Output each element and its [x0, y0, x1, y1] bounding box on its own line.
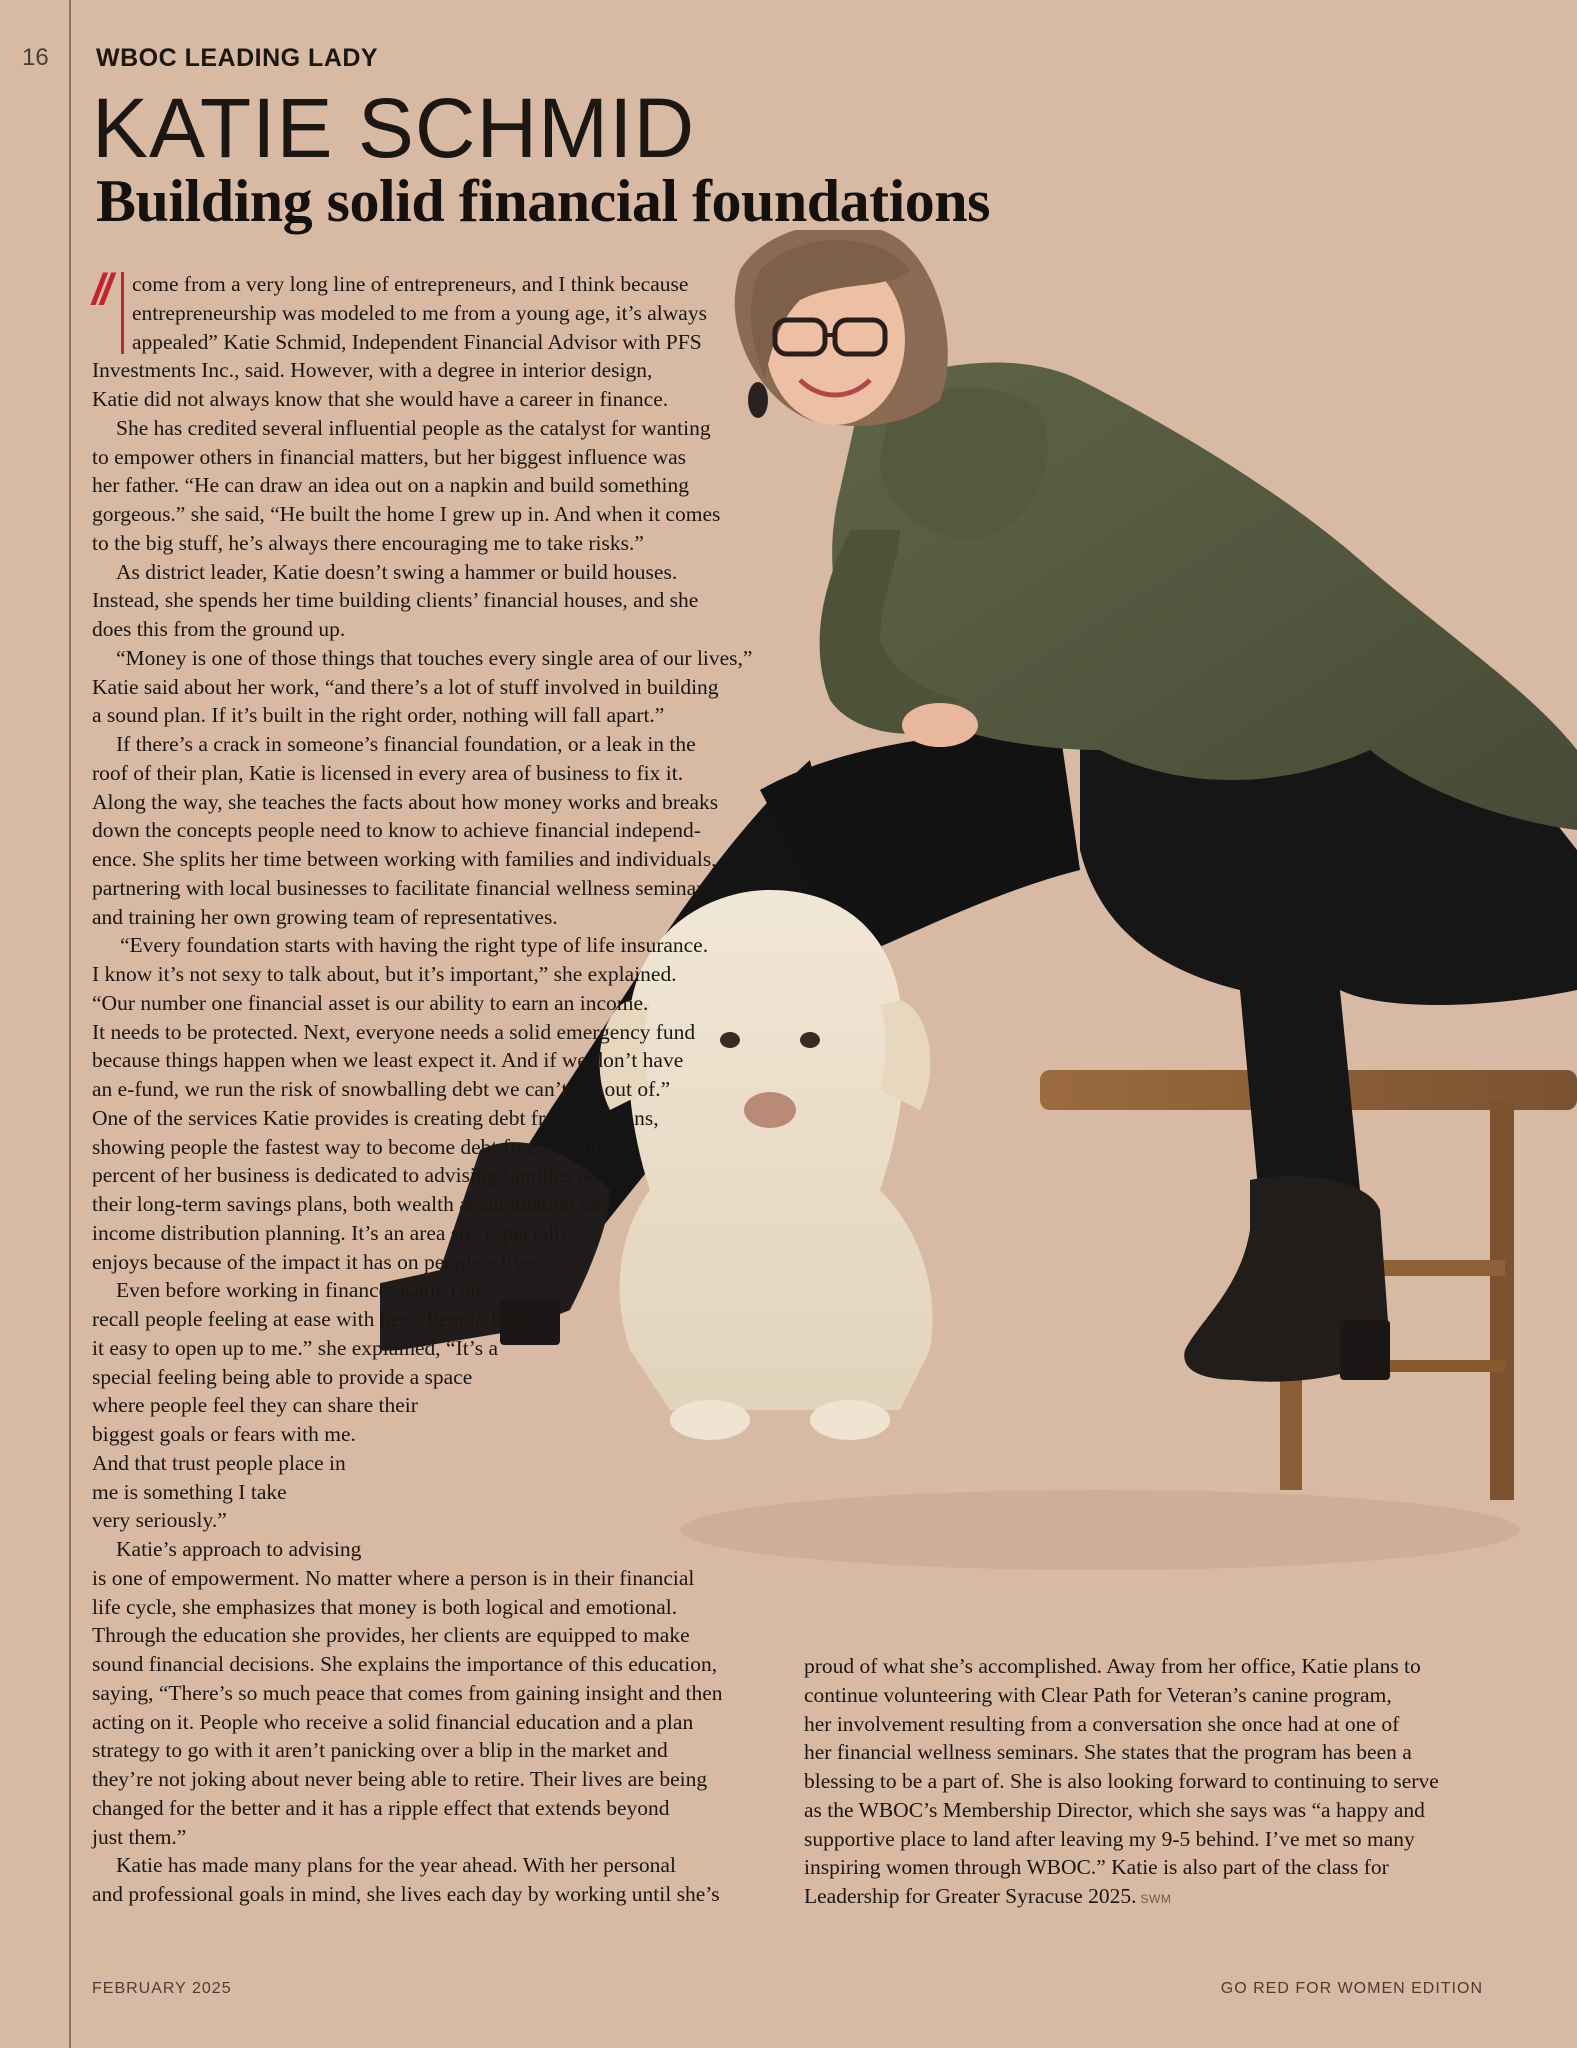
article-line: “Every foundation starts with having the right type of life insurance.	[120, 933, 709, 958]
article-line	[804, 1767, 1504, 1796]
article-line	[804, 1825, 1504, 1854]
footer-edition: GO RED FOR WOMEN EDITION	[1220, 1980, 1483, 1997]
article-line: gorgeous.” she said, “He built the home I grew up in. And when it comes	[92, 502, 721, 526]
article-line: is one of empowerment. No matter where a person is in their financial	[92, 1565, 695, 1590]
article-line: biggest goals or fears with me.	[92, 1422, 356, 1446]
article-line: to the big stuff, he’s always there encouraging me to take risks.”	[92, 530, 644, 555]
article-line-text: blessing to be a part of. She is also looking forward to continuing to serve	[804, 1769, 1439, 1793]
article-line: does this from the ground up.	[92, 617, 346, 641]
article-line: just them.”	[92, 1824, 187, 1849]
article-line: Investments Inc., said. However, with a degree in interior design,	[92, 358, 653, 383]
article-line-text: her involvement resulting from a conversation she once had at one of	[804, 1711, 1400, 1736]
author-byline: SWM	[1140, 1892, 1172, 1906]
article-line	[804, 1796, 1504, 1825]
article-line: Even before working in finance, Katie can	[116, 1278, 481, 1303]
article-line: roof of their plan, Katie is licensed in every area of business to fix it.	[92, 760, 684, 785]
article-line: because things happen when we least expect it. And if we don’t have	[92, 1048, 684, 1073]
article-line: “Money is one of those things that touches every single area of our lives,”	[116, 645, 753, 670]
article-line: partnering with local businesses to facilitate financial wellness seminars,	[92, 875, 718, 900]
article-line: very seriously.”	[92, 1508, 227, 1533]
article-line	[804, 1882, 1504, 1914]
article-line: where people feel they can share their	[92, 1393, 418, 1418]
article-line: and professional goals in mind, she lives each day by working until she’s	[92, 1882, 720, 1906]
article-line-text: continue volunteering with Clear Path for Veteran’s canine program,	[804, 1682, 1392, 1707]
article-line: changed for the better and it has a ripple effect that extends beyond	[92, 1795, 670, 1820]
article-line: strategy to go with it aren’t panicking over a blip in the market and	[92, 1738, 668, 1763]
article-line-text: inspiring women through WBOC.” Katie is also part of the class for	[804, 1855, 1389, 1880]
article-line-text: Leadership for Greater Syracuse 2025.	[804, 1884, 1137, 1908]
article-line: and training her own growing team of representatives.	[92, 904, 558, 929]
article-line: come from a very long line of entrepreneurs, and I think because	[132, 272, 689, 296]
article-line: appealed” Katie Schmid, Independent Financial Advisor with PFS	[132, 329, 702, 354]
section-kicker: WBOC LEADING LADY	[96, 44, 379, 72]
article-name-title: KATIE SCHMID	[92, 81, 696, 175]
article-line-text: her financial wellness seminars. She states that the program has been a	[804, 1740, 1412, 1765]
article-line: If there’s a crack in someone’s financial foundation, or a leak in the	[116, 732, 696, 756]
article-line: sound financial decisions. She explains the importance of this education,	[92, 1652, 718, 1676]
article-line: One of the services Katie provides is creating debt freedom plans,	[92, 1105, 659, 1130]
article-line: Katie said about her work, “and there’s a lot of stuff involved in building	[92, 674, 719, 699]
article-line: a sound plan. If it’s built in the right order, nothing will fall apart.”	[92, 703, 665, 728]
article-line	[804, 1853, 1504, 1882]
article-line: they’re not joking about never being able to retire. Their lives are being	[92, 1767, 708, 1791]
article-line: I know it’s not sexy to talk about, but it’s important,” she explained.	[92, 962, 677, 986]
article-line-text: proud of what she’s accomplished. Away from her office, Katie plans to	[804, 1654, 1421, 1678]
article-line: acting on it. People who receive a solid financial education and a plan	[92, 1709, 694, 1734]
page-number: 16	[22, 44, 49, 71]
article-line	[804, 1681, 1504, 1710]
article-line: saying, “There’s so much peace that comes from gaining insight and then	[92, 1680, 723, 1705]
article-line: it easy to open up to me.” she explained, “It’s a	[92, 1335, 498, 1360]
article-line-text: as the WBOC’s Membership Director, which she says was “a happy and	[804, 1797, 1425, 1822]
article-headline: Building solid financial foundations	[96, 168, 991, 234]
article-line: percent of her business is dedicated to advising families on	[92, 1163, 599, 1188]
article-line: me is something I take	[92, 1479, 287, 1504]
floor-shadow	[680, 1490, 1520, 1570]
article-column-right	[804, 1652, 1504, 1914]
article-line: As district leader, Katie doesn’t swing a hammer or build houses.	[116, 559, 678, 584]
article-line: entrepreneurship was modeled to me from a young age, it’s always	[132, 300, 707, 325]
article-line: an e-fund, we run the risk of snowballing debt we can’t get out of.”	[92, 1077, 671, 1101]
article-line	[804, 1652, 1504, 1681]
article-line: Instead, she spends her time building clients’ financial houses, and she	[92, 588, 699, 613]
opening-quote-mark: //	[92, 265, 109, 314]
article-line: Katie has made many plans for the year ahead. With her personal	[116, 1853, 676, 1878]
article-line: Along the way, she teaches the facts about how money works and breaks	[92, 789, 719, 814]
article-line: showing people the fastest way to become debt free. About 80	[92, 1134, 627, 1159]
hand	[902, 703, 978, 747]
article-line: And that trust people place in	[92, 1450, 346, 1475]
article-line-text: supportive place to land after leaving my 9-5 behind. I’ve met so many	[804, 1826, 1415, 1851]
article-line	[804, 1738, 1504, 1767]
article-line: Through the education she provides, her clients are equipped to make	[92, 1623, 690, 1648]
article-line: ence. She splits her time between working with families and individuals,	[92, 847, 717, 871]
article-column-left	[92, 270, 792, 1909]
article-line: “Our number one financial asset is our ability to earn an income.	[92, 990, 649, 1015]
article-line: Katie did not always know that she would have a career in finance.	[92, 387, 669, 411]
article-line: Katie’s approach to advising	[116, 1537, 362, 1561]
article-line: She has credited several influential people as the catalyst for wanting	[116, 415, 711, 440]
article-line: her father. “He can draw an idea out on a napkin and build something	[92, 473, 690, 498]
article-line: life cycle, she emphasizes that money is both logical and emotional.	[92, 1594, 678, 1619]
footer-date: FEBRUARY 2025	[92, 1980, 232, 1997]
margin-rule	[69, 0, 71, 2048]
article-line	[804, 1710, 1504, 1739]
article-line: enjoys because of the impact it has on people’s lives.	[92, 1249, 547, 1274]
article-line: special feeling being able to provide a space	[92, 1364, 473, 1389]
article-line: down the concepts people need to know to achieve financial independ-	[92, 818, 701, 843]
article-line: their long-term savings plans, both wealth accumulation and	[92, 1192, 612, 1216]
article-line: recall people feeling at ease with her. “People find	[92, 1307, 525, 1331]
article-line: It needs to be protected. Next, everyone needs a solid emergency fund	[92, 1019, 696, 1044]
article-line: to empower others in financial matters, but her biggest influence was	[92, 444, 687, 469]
article-line: income distribution planning. It’s an area she especially	[92, 1220, 571, 1245]
